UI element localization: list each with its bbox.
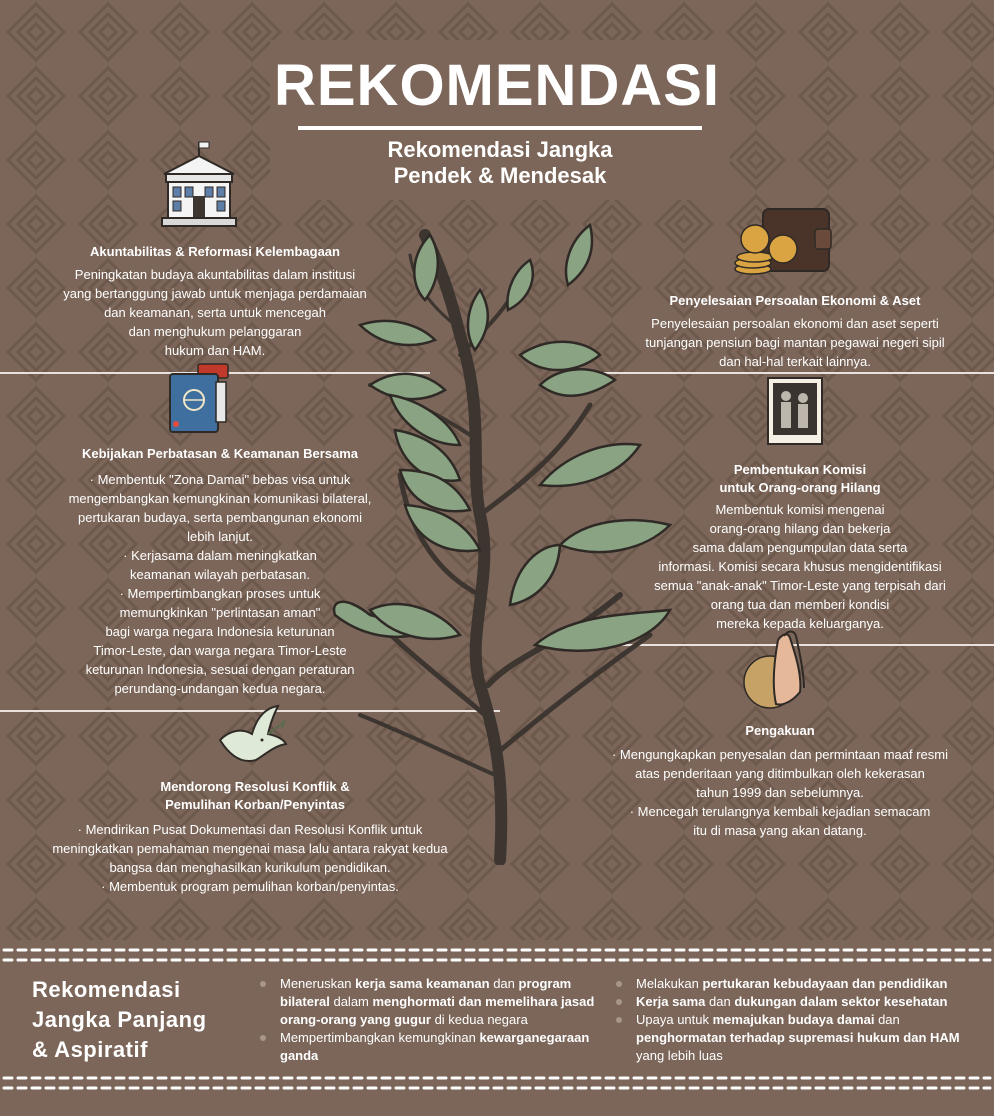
body-line: bangsa dan menghasilkan kurikulum pendidikan.	[109, 860, 391, 875]
page-title: REKOMENDASI	[273, 53, 721, 118]
dove-icon	[212, 700, 288, 766]
body-line: sama dalam pengumpulan data serta	[692, 540, 908, 555]
body-line: dan hal-hal terkait lainnya.	[719, 354, 871, 369]
title-underline	[298, 126, 702, 130]
body-line: · Membentuk "Zona Damai" bebas visa untuk	[89, 472, 351, 487]
bold-text: Kerja sama	[636, 994, 706, 1009]
body-line: Penyelesaian persoalan ekonomi dan aset seperti	[651, 316, 939, 331]
body-line: hukum dan HAM.	[164, 343, 266, 358]
heading-line: untuk Orang-orang Hilang	[719, 480, 881, 495]
body-line: lebih lanjut.	[187, 529, 253, 544]
bold-text: dukungan dalam sektor kesehatan	[734, 994, 948, 1009]
heading-line: Pemulihan Korban/Penyintas	[165, 797, 345, 812]
wallet-coins-icon	[733, 205, 833, 277]
text-segment: dalam	[329, 994, 373, 1009]
section-resolusi-heading	[100, 778, 410, 814]
praying-hands-icon	[742, 626, 810, 712]
text-segment: yang lebih luas	[636, 1048, 723, 1063]
text-segment: dan	[705, 994, 735, 1009]
list-item	[256, 975, 601, 1029]
list-item	[256, 1029, 601, 1065]
title-line: & Aspiratif	[32, 1037, 148, 1062]
list-item	[612, 1011, 972, 1065]
section-ekonomi-body	[600, 314, 990, 371]
section-akuntabilitas-body	[20, 265, 410, 360]
text-segment: dan	[489, 976, 519, 991]
body-line: memungkinkan "perlintasan aman"	[119, 605, 321, 620]
section-pengakuan-heading	[690, 722, 870, 740]
bold-text: program bilateral	[280, 976, 572, 1009]
bold-text: memajukan budaya damai	[712, 1012, 875, 1027]
body-line: perundang-undangan kedua negara.	[114, 681, 326, 696]
heading-line: Pembentukan Komisi	[733, 462, 867, 477]
list-item	[612, 993, 972, 1011]
bold-text: kerja sama keamanan	[355, 976, 490, 991]
body-line: tunjangan pensiun bagi mantan pegawai negeri sipil	[645, 335, 945, 350]
body-line: meningkatkan pemahaman mengenai masa lalu antara rakyat kedua	[52, 841, 448, 856]
photo-icon	[766, 376, 824, 446]
government-building-icon	[160, 140, 238, 230]
body-line: orang tua dan memberi kondisi	[710, 597, 890, 612]
body-line: Membentuk komisi mengenai	[715, 502, 885, 517]
section-perbatasan-heading	[20, 445, 420, 463]
body-line: keturunan Indonesia, sesuai dengan peraturan	[85, 662, 355, 677]
body-line: · Kerjasama dalam meningkatkan	[123, 548, 317, 563]
body-line: · Mengungkapkan penyesalan dan permintaan maaf resmi	[611, 747, 949, 762]
body-line: orang-orang hilang dan bekerja	[709, 521, 891, 536]
subtitle-line-2: Pendek & Mendesak	[393, 163, 607, 188]
page-subtitle	[300, 137, 700, 189]
heading-line: Akuntabilitas & Reformasi Kelembagaan	[90, 244, 340, 259]
body-line: bagi warga negara Indonesia keturunan	[105, 624, 335, 639]
text-segment: Melakukan	[636, 976, 703, 991]
section-komisi-heading	[640, 461, 960, 497]
subtitle-line-1: Rekomendasi Jangka	[387, 137, 613, 162]
list-item	[612, 975, 972, 993]
body-line: keamanan wilayah perbatasan.	[130, 567, 310, 582]
bold-text: pertukaran kebudayaan dan pendidikan	[702, 976, 948, 991]
body-line: · Mencegah terulangnya kembali kejadian semacam	[629, 804, 931, 819]
body-line: Peningkatan budaya akuntabilitas dalam institusi	[74, 267, 356, 282]
body-line: tahun 1999 dan sebelumnya.	[696, 785, 864, 800]
long-term-title	[32, 975, 252, 1065]
bold-text: menghormati dan memelihara jasad orang-orang yang gugur	[280, 994, 595, 1027]
text-segment: Mempertimbangkan kemungkinan	[280, 1030, 480, 1045]
body-line: Timor-Leste, dan warga negara Timor-Leste	[93, 643, 347, 658]
body-line: itu di masa yang akan datang.	[693, 823, 867, 838]
section-ekonomi-heading	[600, 292, 990, 310]
body-line: informasi. Komisi secara khusus mengidentifikasi	[658, 559, 942, 574]
long-term-list-2	[612, 975, 972, 1065]
heading-line: Mendorong Resolusi Konflik &	[160, 779, 350, 794]
section-komisi-body	[610, 500, 990, 633]
long-term-list-1	[256, 975, 601, 1065]
body-line: dan menghukum pelanggaran	[128, 324, 302, 339]
heading-line: Kebijakan Perbatasan & Keamanan Bersama	[81, 446, 358, 461]
section-akuntabilitas-heading	[30, 243, 400, 261]
body-line: semua "anak-anak" Timor-Leste yang terpisah dari	[654, 578, 946, 593]
section-pengakuan-body	[570, 745, 990, 840]
bold-text: penghormatan terhadap supremasi hukum dan HAM	[636, 1030, 960, 1045]
title-line: Rekomendasi	[32, 977, 181, 1002]
heading-line: Penyelesaian Persoalan Ekonomi & Aset	[669, 293, 921, 308]
body-line: dan keamanan, serta untuk mencegah	[104, 305, 326, 320]
text-segment: dan	[874, 1012, 900, 1027]
body-line: mereka kepada keluarganya.	[716, 616, 884, 631]
heading-line: Pengakuan	[745, 723, 815, 738]
text-segment: Upaya untuk	[636, 1012, 713, 1027]
text-segment: Meneruskan	[280, 976, 356, 991]
section-resolusi-body	[20, 820, 480, 896]
passport-icon	[168, 362, 230, 434]
section-perbatasan-body	[20, 470, 420, 698]
body-line: yang bertanggung jawab untuk menjaga perdamaian	[63, 286, 367, 301]
body-line: · Mempertimbangkan proses untuk	[119, 586, 321, 601]
text-segment: di kedua negara	[430, 1012, 528, 1027]
title-line: Jangka Panjang	[32, 1007, 207, 1032]
body-line: mengembangkan kemungkinan komunikasi bilateral,	[68, 491, 372, 506]
bold-text: kewarganegaraan ganda	[280, 1030, 590, 1063]
body-line: · Mendirikan Pusat Dokumentasi dan Resolusi Konflik untuk	[77, 822, 423, 837]
body-line: pertukaran budaya, serta pembangunan ekonomi	[77, 510, 363, 525]
body-line: atas penderitaan yang ditimbulkan oleh kekerasan	[635, 766, 925, 781]
body-line: · Membentuk program pemulihan korban/penyintas.	[101, 879, 399, 894]
